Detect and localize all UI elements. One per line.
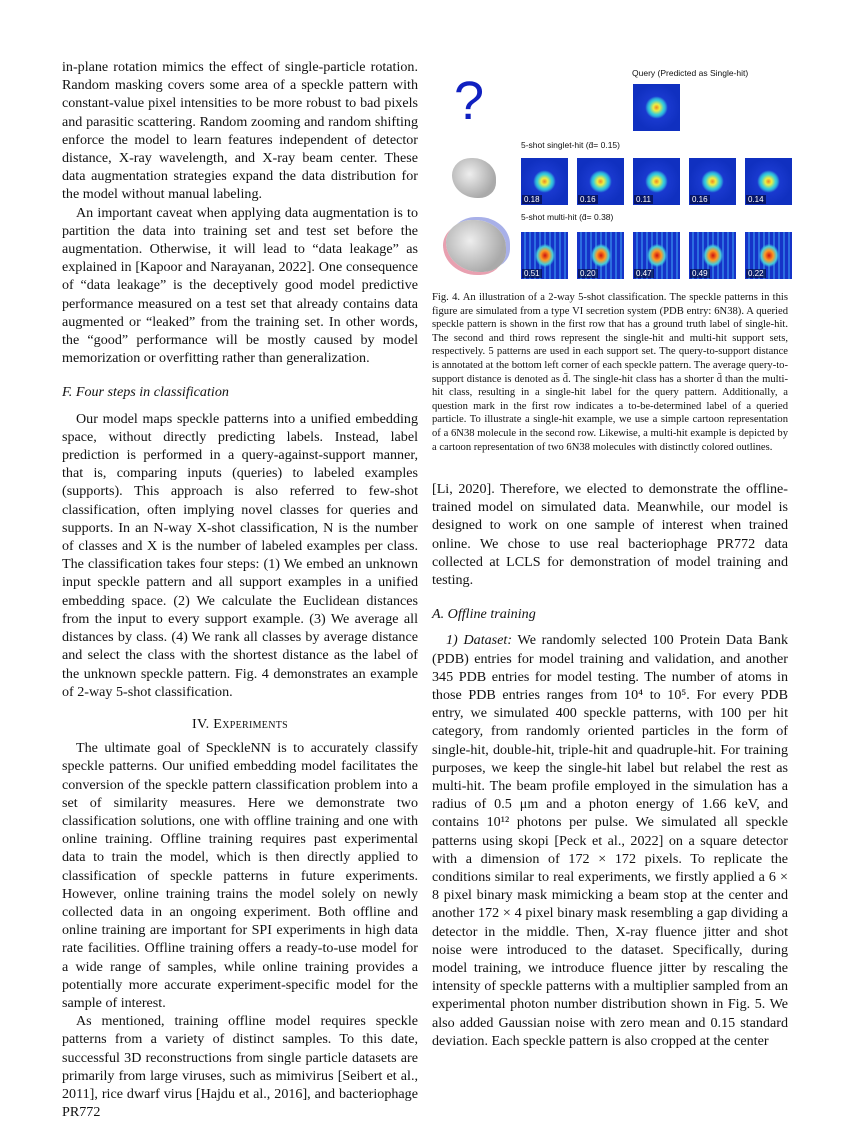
query-label: Query (Predicted as Single-hit) [632,68,749,78]
paragraph: The ultimate goal of SpeckleNN is to accurately classify speckle patterns. Our unified embedding model facilitates the conversion of the speckle pattern classification problem into a set of similarity measures. Here we demonstrate two classification solutions, one with offline training and one with online training. Offline training requires past experimental data to train the model, which is then directly applied to classification of speckle patterns in future experiments. However, online training trains the model solely on newly collected data in an ongoing experiment. Both offline and online training are important for SPI experiments in high data rate facilities. Offline training offers a ready-to-use model for a wide range of samples, while online training provides a potentially more accurate experiment-specific model for the sample of interest. [62,740,418,1011]
distance-label: 0.14 [748,195,764,204]
figure-caption: Fig. 4. An illustration of a 2-way 5-shot classification. The speckle patterns in this figure are simulated from a type VI secretion system (PDB entry: 6N38). A queried speckle pattern is shown in the first row that has a ground truth label of single-hit. The second and third rows represent the single-hit and multi-hit support sets, respectively. 5 patterns are used in each support set. The query-to-support distance is annotated at the bottom left corner of each speckle pattern. The average query-to-support distance is denoted as d̄. The single-hit class has a shorter d̄ than the multi-hit class, resulting in a single-hit label for the query pattern. Additionally, a question mark in the first row indicates a to-be-determined label of a queried particle. To illustrate a single-hit example, we use a simple cartoon representation of a 6N38 molecule in the second row. Likewise, a multi-hit example is depicted by a cartoon representation of two 6N38 molecules with distinctly colored outlines. [432,292,788,453]
multi-hit-speckle-image [521,232,568,279]
multi-hit-speckle-image [577,232,624,279]
paragraph: [Li, 2020]. Therefore, we elected to demonstrate the offline-trained model on simulated data. Meanwhile, our model is designed to work on one sample of interest when trained online. We chose to use real bacteriophage PR772 data collected at LCLS for demonstration of model training and testing. [432,481,788,589]
right-column [432,480,788,1050]
single-hit-speckle-image [689,158,736,205]
paragraph-text: We randomly selected 100 Protein Data Bank (PDB) entries for model training and validation, and another 345 PDB entries for model testing. The number of atoms in those PDB entries ranges from 10⁴ to 10⁵. For every PDB entry, we simulated 400 speckle patterns, with 100 per hit category, from randomly oriented particles in the form of single-hit, double-hit, triple-hit and quadruple-hit. For training purposes, we keep the single-hit label but relabel the rest as multi-hit. The beam profile employed in the simulation has a radius of 0.5 μm and a photon energy of 1.66 keV, and contains 10¹² photons per pulse. We simulated all speckle patterns using skopi [Peck et al., 2022] on a square detector with a dimension of 172 × 172 pixels. To replicate the conditions similar to real experiments, we firstly applied a 6 × 8 pixel binary mask mimicking a beam stop at the center and another 172 × 4 pixel binary mask resembling a gap dividing a detector in the middle. Then, X-ray fluence jitter and shot noise were introduced to the dataset. Specifically, during model training, we introduce fluence jitter by rescaling the intensity of speckle patterns with a multiplier sampled from an experimental photon number distribution shown in Fig. 5. We also added Gaussian noise with zero mean and 0.15 standard deviation. Each speckle pattern is also cropped at the center [432,632,788,1049]
single-molecule-image [452,158,496,198]
multi-hit-speckle-image [689,232,736,279]
distance-label: 0.16 [580,195,596,204]
single-hit-speckle-image [521,158,568,205]
left-column [62,58,418,1121]
section-heading: IV. Experiments [192,715,288,732]
distance-label: 0.20 [580,269,596,278]
single-hit-speckle-image [577,158,624,205]
query-speckle-image [633,84,680,131]
section-heading: A. Offline training [432,606,536,623]
single-hit-speckle-image [633,158,680,205]
distance-label: 0.49 [692,269,708,278]
single-hit-speckle-image [745,158,792,205]
distance-label: 0.16 [692,195,708,204]
figure-4 [432,60,788,285]
distance-label: 0.22 [748,269,764,278]
multi-hit-row-label: 5-shot multi-hit (d̄= 0.38) [521,212,614,222]
paragraph: An important caveat when applying data augmentation is to partition the data into training set and test set before the augmentation. Otherwise, it will lead to “data leakage” as explained in [Kapoor and Narayanan, 2022]. One consequence of “data leakage” is the deceptively good model predictive performance measured on a test set that already contains data augmented or “leaked” from the training set. In other words, the “good” performance will be mostly caused by model memorization or overfitting rather than generalization. [62,204,418,367]
distance-label: 0.51 [524,269,540,278]
distance-label: 0.11 [636,195,651,204]
paragraph: Our model maps speckle patterns into a unified embedding space, without directly predicting labels. Instead, label prediction is performed in a query-against-support manner, that is, comparing inputs (queries) to labeled examples (supports). This approach is also referred to few-shot classification, often implying novel classes for queries and supports. In an N-way X-shot classification, N is the number of classes and X is the number of labeled examples per class. The classification takes four steps: (1) We embed an unknown input speckle pattern and all support examples in a unified embedding space. (2) We calculate the Euclidean distances from the input to every support example. (3) We average all distances by class. (4) We rank all classes by average distance and select the class with the shortest distance as the label of the unknown speckle pattern. Fig. 4 demonstrates an example of 2-way 5-shot classification. [62,410,418,700]
paragraph: in-plane rotation mimics the effect of single-particle rotation. Random masking covers some area of a speckle pattern with constant-value pixel intensities to be more robust to bad pixels and parasitic scattering. Random zooming and random shifting enforce the model to learn features independent of detector distance, X-ray wavelength, and X-ray beam center. These data augmentation strategies expand the data distribution for the model without manual labeling. [62,59,418,203]
multi-hit-speckle-image [745,232,792,279]
multi-hit-speckle-image [633,232,680,279]
paragraph: As mentioned, training offline model requires speckle patterns from a variety of distinct samples. To this date, successful 3D reconstructions from single particle datasets are primarily from large viruses, such as mimivirus [Seibert et al., 2011], rice dwarf virus [Hajdu et al., 2016], and bacteriophage PR772 [62,1013,418,1121]
section-heading: F. Four steps in classification [62,384,229,401]
multi-molecule-image [446,220,506,272]
subsection-label: 1) Dataset: [446,632,513,649]
distance-label: 0.18 [524,195,540,204]
question-mark-icon: ? [454,71,485,131]
paragraph [432,631,788,1050]
distance-label: 0.47 [636,269,652,278]
single-hit-row-label: 5-shot singlet-hit (d̄= 0.15) [521,140,620,150]
